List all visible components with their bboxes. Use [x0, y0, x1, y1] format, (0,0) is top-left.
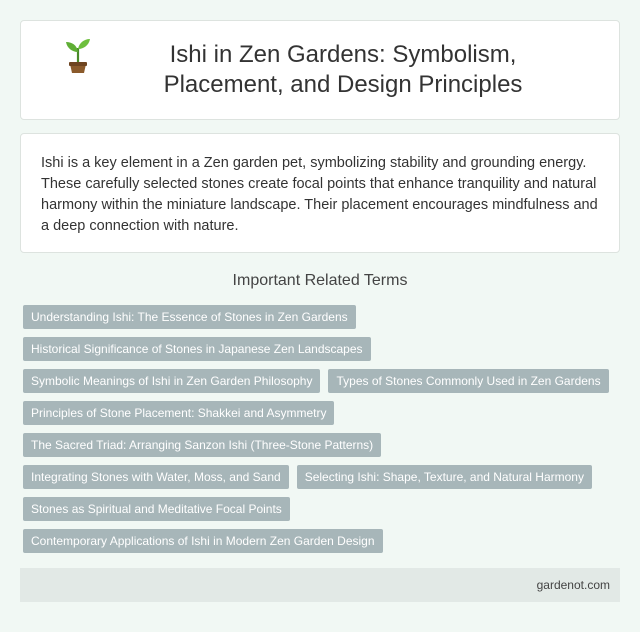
term-tag[interactable]: Stones as Spiritual and Meditative Focal Points: [23, 497, 290, 521]
related-terms-list: [23, 305, 623, 561]
tag-row: [23, 369, 623, 401]
footer: [20, 568, 620, 602]
intro-card: [20, 133, 620, 253]
term-tag[interactable]: Types of Stones Commonly Used in Zen Gardens: [328, 369, 608, 393]
title-card: [20, 20, 620, 120]
tag-row: [23, 465, 623, 497]
footer-site-link[interactable]: gardenot.com: [536, 578, 610, 592]
sprout-icon: [62, 34, 94, 74]
term-tag[interactable]: Contemporary Applications of Ishi in Modern Zen Garden Design: [23, 529, 383, 553]
term-tag[interactable]: Historical Significance of Stones in Japanese Zen Landscapes: [23, 337, 371, 361]
tag-row: [23, 433, 623, 465]
tag-row: [23, 529, 623, 561]
title-wrap: [62, 40, 578, 100]
term-tag[interactable]: Understanding Ishi: The Essence of Stones in Zen Gardens: [23, 305, 356, 329]
tag-row: [23, 305, 623, 337]
tag-row: [23, 337, 623, 369]
page-title: Ishi in Zen Gardens: Symbolism, Placement, and Design Principles: [163, 41, 523, 98]
term-tag[interactable]: Integrating Stones with Water, Moss, and Sand: [23, 465, 289, 489]
terms-heading: Important Related Terms: [232, 272, 408, 289]
term-tag[interactable]: Principles of Stone Placement: Shakkei and Asymmetry: [23, 401, 334, 425]
intro-text: Ishi is a key element in a Zen garden pet, symbolizing stability and grounding energy. These carefully selected stones create focal points that enhance tranquility and natural harmony within the miniature landscape. Their placement encourages mindfulness and a deep connection with nature.: [41, 155, 598, 234]
tag-row: [23, 497, 623, 529]
term-tag[interactable]: Selecting Ishi: Shape, Texture, and Natural Harmony: [297, 465, 592, 489]
tag-row: [23, 401, 623, 433]
term-tag[interactable]: Symbolic Meanings of Ishi in Zen Garden Philosophy: [23, 369, 320, 393]
term-tag[interactable]: The Sacred Triad: Arranging Sanzon Ishi (Three-Stone Patterns): [23, 433, 381, 457]
